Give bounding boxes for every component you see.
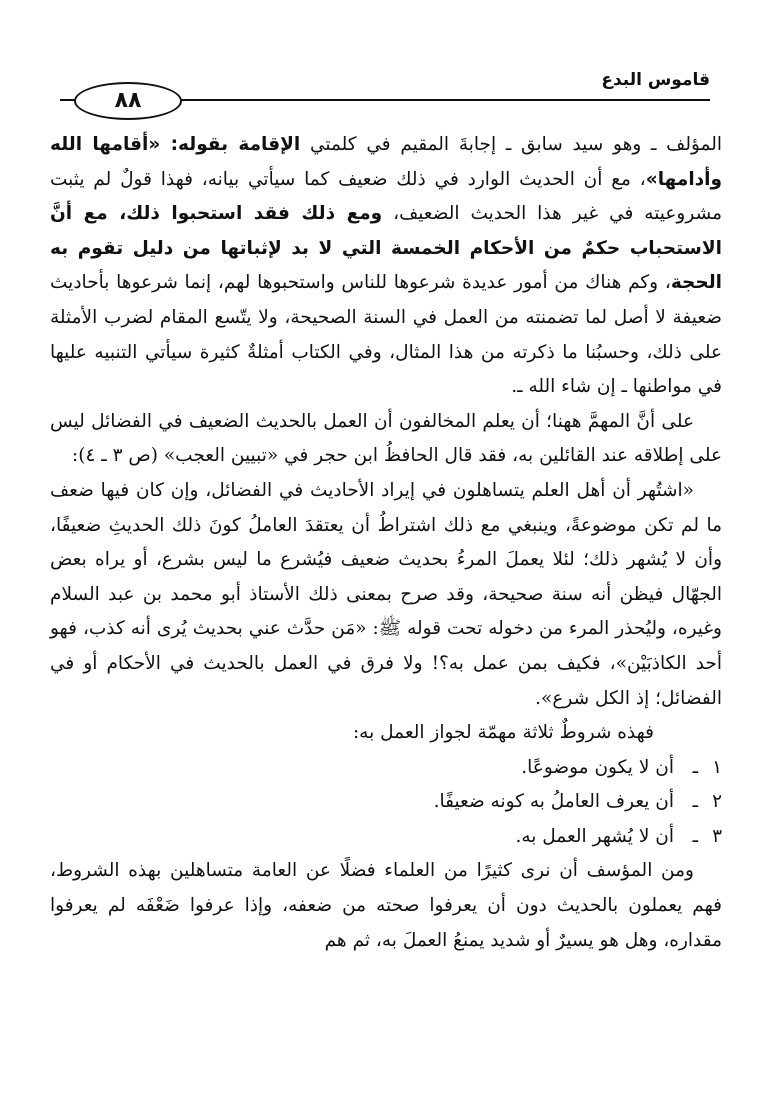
page-header bbox=[60, 70, 710, 113]
condition-dash: ـ bbox=[692, 791, 698, 813]
condition-number: ١ bbox=[712, 756, 722, 778]
condition-dash: ـ bbox=[692, 825, 698, 847]
paragraph-1-text-a: المؤلف ـ وهو سيد سابق ـ إجابةَ المقيم في كلمتي bbox=[300, 134, 722, 155]
quotation-paragraph: «اشتُهر أن أهل العلم يتساهلون في إيراد الأحاديث في الفضائل، وإن كان فيها ضعف ما لم تكن موضوعةً، وينبغي مع ذلك اشتراطُ أن يعتقدَ العاملُ كونَ ذلك الحديثِ ضعيفًا، وأن لا يُشهر ذلك؛ لئلا يعملَ المرءُ بحديث ضعيف فيُشرع ما ليس بشرع، أو يراه بعض الجهّال فيظن أنه سنة صحيحة، وقد صرح بمعنى ذلك الأستاذ أبو محمد بن عبد السلام وغيره، وليُحذر المرء من دخوله تحت قوله ﷺ: «مَن حدَّث عني بحديث يُرى أنه كذب، فهو أحد الكاذبَيْن»، فكيف بمن عمل به؟! ولا فرق في العمل بالحديث في الأحكام أو في الفضائل؛ إذ الكل شرع». bbox=[50, 479, 722, 709]
running-title: قاموس البدع bbox=[601, 70, 710, 90]
condition-dash: ـ bbox=[692, 756, 698, 778]
condition-text: أن لا يُشهر العمل به. bbox=[515, 825, 674, 847]
page-number: ٨٨ bbox=[74, 82, 182, 120]
paragraph-1-bold-b: ومع ذلك فقد استحبوا ذلك، مع أنَّ الاستحباب حكمٌ من الأحكام الخمسة التي لا بد لإثباتها من دليل تقوم به الحجة bbox=[50, 203, 722, 294]
condition-number: ٣ bbox=[712, 825, 722, 847]
page-body bbox=[50, 128, 722, 958]
condition-item-2 bbox=[50, 785, 722, 820]
paragraph-2: على أنَّ المهمَّ ههنا؛ أن يعلم المخالفون أن العمل بالحديث الضعيف في الفضائل ليس على إطلاقه عند القائلين به، فقد قال الحافظُ ابن حجر في «تبيين العجب» (ص ٣ ـ ٤): bbox=[50, 410, 722, 467]
paragraph-1-bold-a: الإقامة بقوله: «أقامها الله وأدامها» bbox=[50, 134, 722, 190]
condition-item-1 bbox=[50, 751, 722, 786]
paragraph-1-text-b: ، مع أن الحديث الوارد في ذلك ضعيف كما سيأتي بيانه، فهذا قولٌ لم يثبت مشروعيته في غير هذا الحديث الضعيف، bbox=[50, 168, 722, 225]
condition-number: ٢ bbox=[712, 791, 722, 813]
condition-text: أن يعرف العاملُ به كونه ضعيفًا. bbox=[433, 791, 674, 813]
paragraph-1-text-c: ، وكم هناك من أمور عديدة شرعوها للناس واستحبوها لهم، إنما شرعوها بأحاديث ضعيفة لا أصل لما تضمنته من العمل في السنة الصحيحة، ولا يتّسع المقام لضرب الأمثلة على ذلك، وحسبُنا ما ذكرته من هذا المثال، وفي الكتاب أمثلةٌ كثيرة سيأتي التنبيه عليها في مواطنها ـ إن شاء الله ـ. bbox=[50, 272, 722, 398]
paragraph-final: ومن المؤسف أن نرى كثيرًا من العلماء فضلًا عن العامة متساهلين بهذه الشروط، فهم يعملون بالحديث دون أن يعرفوا صحته من ضعفه، وإذا عرفوا ضَعْفَه لم يعرفوا مقداره، وهل هو يسيرٌ أو شديد يمنعُ العملَ به، ثم هم bbox=[50, 860, 722, 951]
condition-text: أن لا يكون موضوعًا. bbox=[521, 756, 674, 778]
conditions-intro: فهذه شروطٌ ثلاثة مهمّة لجواز العمل به: bbox=[352, 722, 654, 744]
paragraph-1 bbox=[50, 128, 722, 405]
condition-item-3 bbox=[50, 820, 722, 855]
